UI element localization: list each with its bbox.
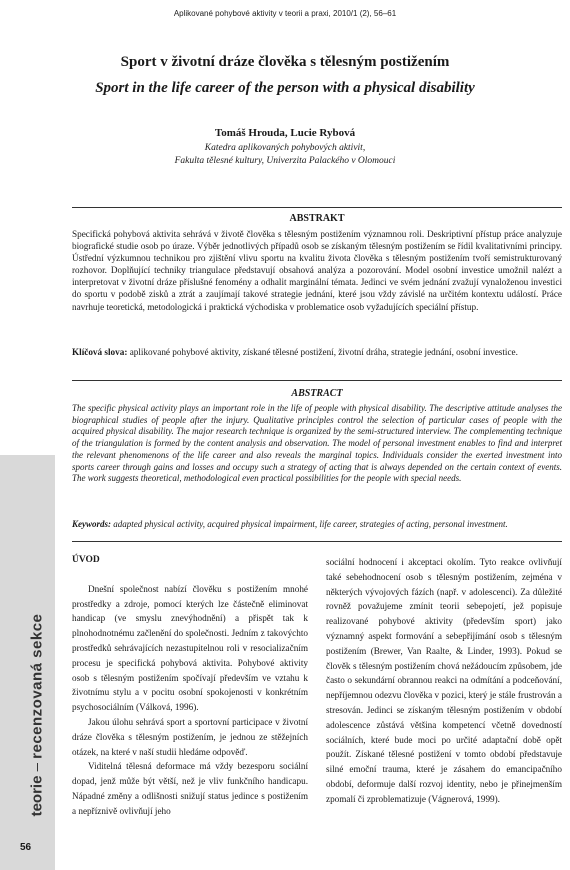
uvod-paragraph-3: Viditelná tělesná deformace má vždy bezesporu sociální dopad, jenž může být větší, než je vliv funkčního handicapu. Nápadné změny a odlišnosti snižují status jedince s postižením a nepříznivě ovlivňují jeho xyxy=(72,761,308,816)
abstrakt-top-rule xyxy=(72,207,562,208)
abstrakt-text: Specifická pohybová aktivita sehrává v životě člověka s tělesným postižením významnou roli. Deskriptivní přístup práce analyzuje biografické studie osob po úraze. Výběr jednotlivých případů osob se získaným tělesným postižením se řídil kvalitativními principy. Ústřední výzkumnou technikou pro zjištění vlivu sportu na kvalitu života člověka s tělesným postižením tvoří semistrukturovaný rozhovor. Doplňující techniky triangulace představují obsahová analýza a pozorování. Model osobní investice umožnil nalézt a interpretovat v životní dráze příslušné fenomény a odhalit marginální témata. Jedinci ve svém jednání zvažují vynaloženou investici do sportu v podobě zisků a ztrát a zaujímají takové strategie jednání, které jsou vždy závislé na určitém kontextu událostí. Práce navrhuje teoretická, metodologická i praktická východiska v problematice osob vyžadujících speciální přístup. xyxy=(72,229,562,312)
abstrakt-keywords xyxy=(72,346,562,358)
abstract-keywords xyxy=(72,519,562,531)
page-number: 56 xyxy=(20,842,32,853)
affiliation-line-1: Katedra aplikovaných pohybových aktivit, xyxy=(204,143,366,153)
authors: Tomáš Hrouda, Lucie Rybová xyxy=(214,127,356,139)
uvod-paragraph-2: Jakou úlohu sehrává sport a sportovní participace v životní dráze člověka s tělesným postižením, je jednou ze stěžejních otázek, na které v naší studii hledáme odpověď. xyxy=(72,716,308,757)
body-column-right xyxy=(326,555,562,807)
side-label-word2: recenzovaná sekce xyxy=(28,613,46,759)
article-title-english: Sport in the life career of the person with a physical disability xyxy=(95,80,475,96)
uvod-paragraph-continued: sociální hodnocení i akceptaci okolím. Tyto reakce ovlivňují také sebehodnocení osob s tělesným postižením, zejména v některých vývojových fázích (např. v adolescenci). Za důležité rovněž považujeme zmínit teorii sebepojetí, jež popisuje realizované pohybové aktivity (především sport) jako významný aspekt formování a sebepřijímání osob s tělesným postižením (Brewer, Van Raalte, & Linder, 1993). Pokud se člověk s tělesným postižením chová nežádoucím způsobem, jde často o sekundární obrannou reakci na odmítání a podceňování, nepříjemnou odezvu člověka v pozici, který je stále frustrován a stresován. Jedinci se získaným tělesným postižením v období adolescence zůstává většina kompetencí včetně dovedností sociálních, které bude moci po určité adaptační době opět použít. Získané tělesné postižení v tomto období představuje silné emoční trauma, které je zásahem do emancipačního období, deformuje další rozvoj identity, nebo je přinejmenším zpomalí či zproblematizuje (Vágnerová, 1999). xyxy=(326,557,562,804)
abstract-text: The specific physical activity plays an important role in the life of people with physical disability. The descriptive attitude analyses the biographical studies of people after the injury. Qualitative principles control the selection of particular cases of people with the acquired physical disability. The major research technique is organized by the semi-structured interview. The complementing technique of the triangulation is formed by the content analysis and observation. The model of personal investment enables to find and interpret the relevant phenomenons of the life career and also reveals the marginal topics. Individuals consider the exerted investment into sports career through gains and losses and occupy such a strategy of acting that is always depended on the certain context of events. The work suggests theoretical, methodological even practical possibilities for the people with special needs. xyxy=(72,403,562,484)
running-head: Aplikované pohybové aktivity v teorii a praxi, 2010/1 (2), 56–61 xyxy=(173,9,397,18)
section-side-tab xyxy=(0,455,55,870)
abstrakt-bottom-rule xyxy=(72,380,562,381)
article-title-czech: Sport v životní dráze člověka s tělesným postižením xyxy=(120,54,450,70)
abstract-bottom-rule xyxy=(72,541,562,542)
abstrakt-heading: ABSTRAKT xyxy=(289,213,345,224)
side-label-dash: – xyxy=(28,763,46,772)
uvod-paragraph-1: Dnešní společnost nabízí člověku s postižením mnohé prostředky a zdroje, pomocí kterých lze částečně eliminovat handicap (ve smyslu znevýhodnění) a přispět tak k plnohodnotnému začlenění do společnosti. Jedním z takovýchto prostředků sehrávajících nezastupitelnou roli v resocializačním procesu je specifická pohybová aktivita. Pohybové aktivity osob s tělesným postižením spočívají především ve vztahu k životnímu stylu a v pocitu osobní spokojenosti v konkrétním psychosociálním (Válková, 1996). xyxy=(72,583,308,713)
affiliation-line-2: Fakulta tělesné kultury, Univerzita Palackého v Olomouci xyxy=(174,156,396,166)
abstract-keywords-label: Keywords: xyxy=(72,519,111,529)
body-column-left xyxy=(72,553,308,819)
abstrakt-keywords-text: aplikované pohybové aktivity, získané tělesné postižení, životní dráha, strategie jednání, osobní investice. xyxy=(129,347,518,357)
side-label-word1: teorie xyxy=(28,775,46,817)
abstrakt-keywords-label: Klíčová slova: xyxy=(72,347,128,357)
abstract-keywords-text: adapted physical activity, acquired physical impairment, life career, strategies of acting, personal investment. xyxy=(113,519,508,529)
uvod-heading: ÚVOD xyxy=(72,555,100,565)
section-side-label xyxy=(29,614,46,817)
abstract-heading: ABSTRACT xyxy=(291,388,343,399)
